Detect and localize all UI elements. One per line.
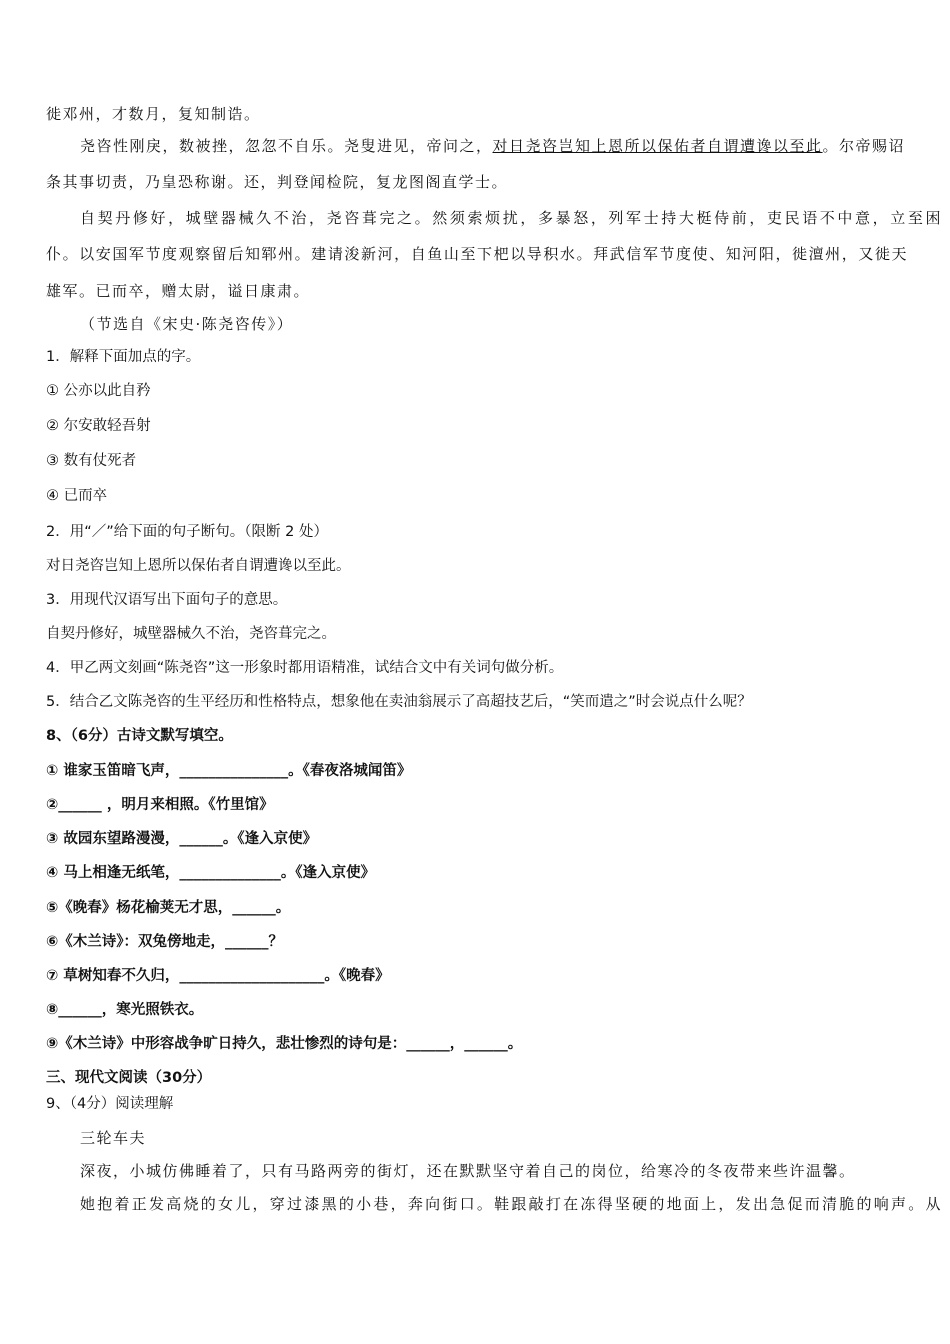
section-heading: 三、现代文阅读（30分） xyxy=(46,1070,212,1086)
question-item: ② 尔安敢轻吾射 xyxy=(46,418,151,434)
passage-text: 尧咨性刚戾，数被挫，忽忽不自乐。尧叟进见，帝问之， xyxy=(80,137,493,155)
question-item: ① 公亦以此自矜 xyxy=(46,383,151,399)
passage-line: 徙邓州，才数月，复知制诰。 xyxy=(46,105,261,123)
passage-source: （节选自《宋史·陈尧咨传》） xyxy=(80,315,294,333)
fill-blank-item: ⑧______，寒光照铁衣。 xyxy=(46,1002,204,1018)
question-9-title: 9、（4分）阅读理解 xyxy=(46,1096,174,1112)
fill-blank-item: ① 谁家玉笛暗飞声，_______________。《春夜洛城闻笛》 xyxy=(46,763,412,779)
question-item: 4．甲乙两文刻画“陈尧咨”这一形象时都用语精准，试结合文中有关词句做分析。 xyxy=(46,660,564,676)
question-item: 5．结合乙文陈尧咨的生平经历和性格特点，想象他在卖油翁展示了高超技艺后，“笑而遣之”时会说点什么呢？ xyxy=(46,694,752,710)
fill-blank-item: ④ 马上相逢无纸笔，______________。《逢入京使》 xyxy=(46,865,376,881)
question-8-title: 8、（6分）古诗文默写填空。 xyxy=(46,728,233,744)
passage-paragraph-2 xyxy=(46,136,942,156)
fill-blank-item: ⑨《木兰诗》中形容战争旷日持久，悲壮惨烈的诗句是：______，______。 xyxy=(46,1036,523,1052)
underlined-sentence: 对日尧咨岂知上恩所以保佑者自谓遭谗以至此 xyxy=(492,137,823,155)
fill-blank-item: ⑥《木兰诗》：双兔傍地走，______？ xyxy=(46,934,284,950)
fill-blank-item: ②______ ，明月来相照。《竹里馆》 xyxy=(46,797,274,813)
fill-blank-item: ⑤《晚春》杨花榆荚无才思，______。 xyxy=(46,900,291,916)
story-paragraph: 深夜，小城仿佛睡着了，只有马路两旁的街灯，还在默默坚守着自己的岗位，给寒冷的冬夜带来些许温馨。 xyxy=(80,1162,856,1180)
passage-text: 。尔帝赐诏 xyxy=(822,137,906,155)
question-item: 自契丹修好，城壁器械久不治，尧咨葺完之。 xyxy=(46,626,336,642)
question-item: 3．用现代汉语写出下面句子的意思。 xyxy=(46,592,288,608)
passage-line: 仆。以安国军节度观察留后知郓州。建请浚新河，自鱼山至下杷以导积水。拜武信军节度使、知河阳，徙澶州，又徙天 xyxy=(46,245,908,263)
story-paragraph: 她抱着正发高烧的女儿，穿过漆黑的小巷，奔向街口。鞋跟敲打在冻得坚硬的地面上，发出急促而清脆的响声。从 xyxy=(80,1195,942,1213)
passage-line: 条其事切责，乃皇恐称谢。还，判登闻检院，复龙图阁直学士。 xyxy=(46,173,509,191)
question-item: ③ 数有仗死者 xyxy=(46,453,137,469)
question-item: 对日尧咨岂知上恩所以保佑者自谓遭谗以至此。 xyxy=(46,558,351,574)
fill-blank-item: ⑦ 草树知春不久归，____________________。《晚春》 xyxy=(46,968,390,984)
passage-line: 自契丹修好，城壁器械久不治，尧咨葺完之。然须索烦扰，多暴怒，列军士持大梃侍前，吏民语不中意，立至困 xyxy=(80,209,942,227)
story-title: 三轮车夫 xyxy=(80,1129,147,1147)
passage-line: 雄军。已而卒，赠太尉，谥日康肃。 xyxy=(46,282,311,300)
fill-blank-item: ③ 故园东望路漫漫，______。《逢入京使》 xyxy=(46,831,318,847)
question-item: ④ 已而卒 xyxy=(46,488,108,504)
question-item: 1．解释下面加点的字。 xyxy=(46,349,201,365)
question-item: 2．用“／”给下面的句子断句。（限断 2 处） xyxy=(46,524,328,540)
